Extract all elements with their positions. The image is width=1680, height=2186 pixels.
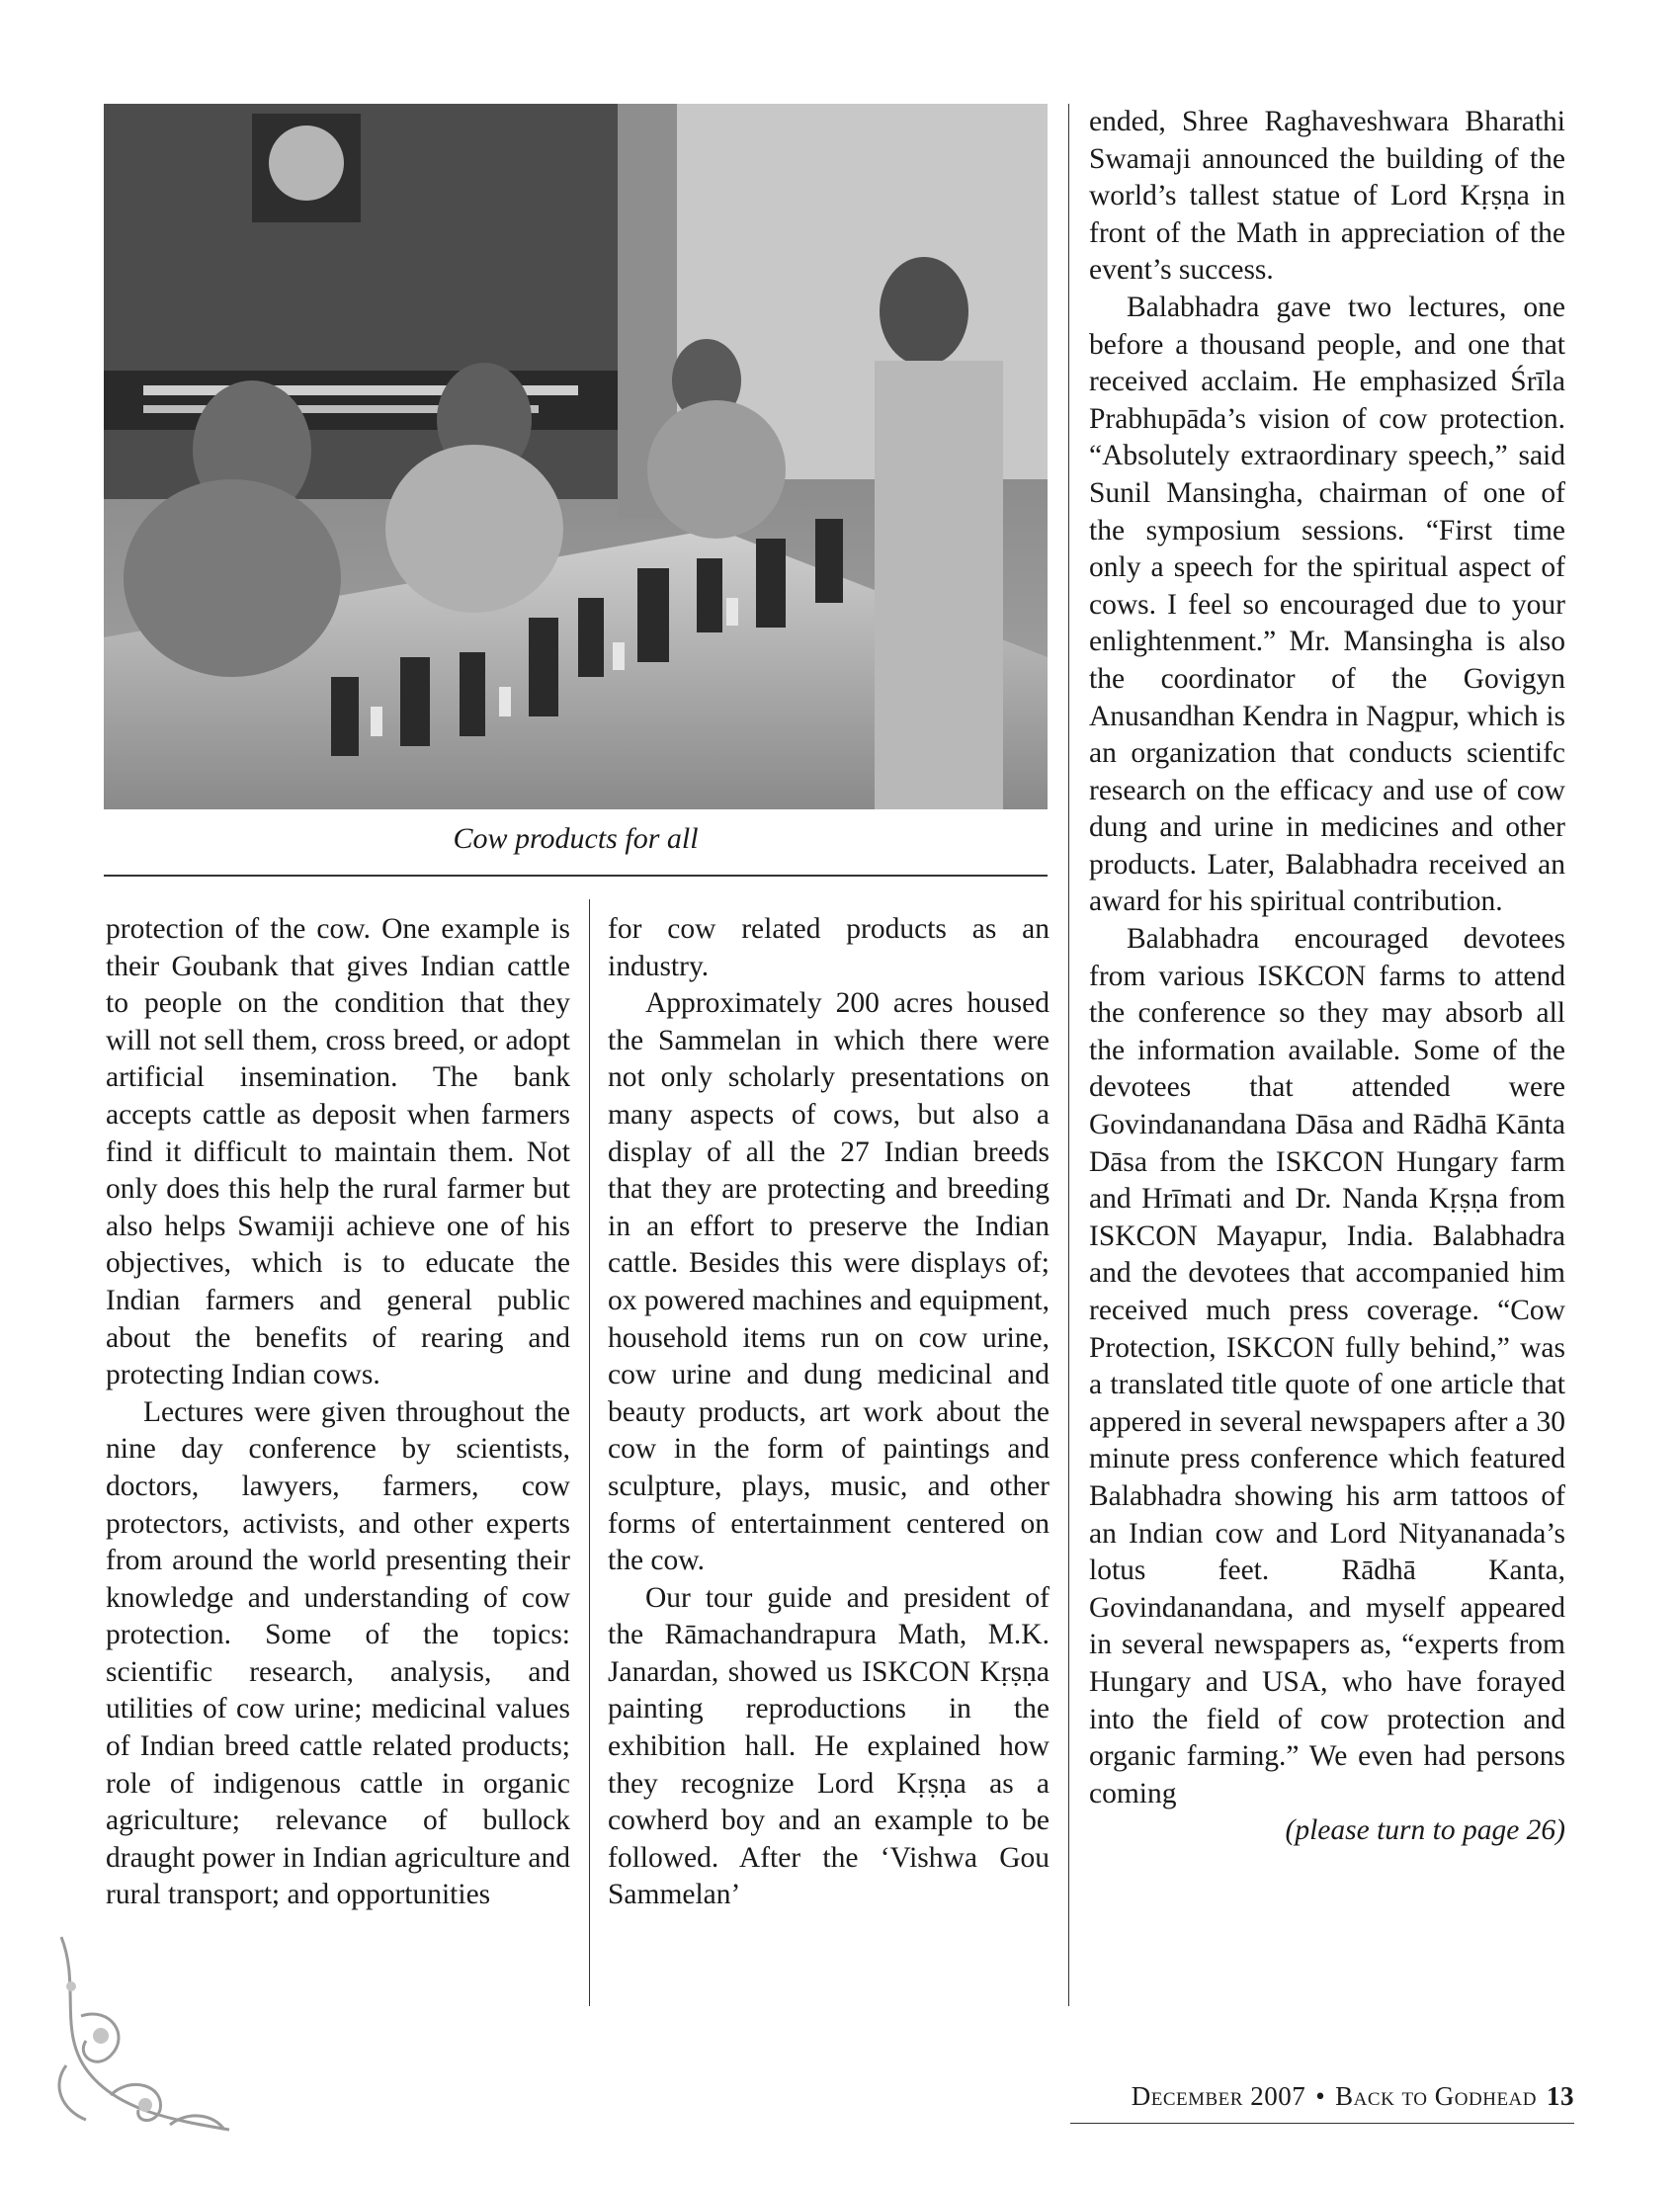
column-divider xyxy=(1068,104,1069,2006)
bullet-icon: • xyxy=(1315,2081,1326,2111)
caption-divider xyxy=(104,875,1048,877)
paragraph: Approximately 200 acres housed the Sammelan in which there were not only scholarly presentations on many aspects of cows, but also a display of all the 27 Indian breeds that they are protecting and breeding in an effort to preserve the Indian cattle. Besides this were displays of; ox powered machines and equipment, household items run on cow urine, cow urine and dung medicinal and beauty products, art work about the cow in the form of paintings and sculpture, plays, music, and other forms of entertainment centered on the cow. xyxy=(608,987,1050,1577)
paragraph: for cow related products as an industry. xyxy=(608,913,1050,982)
column-middle xyxy=(608,911,1050,1914)
column-right xyxy=(1089,104,1565,1850)
page-footer xyxy=(1070,2078,1574,2114)
photo-illustration xyxy=(104,104,1048,809)
article-photo xyxy=(104,104,1048,809)
footer-divider xyxy=(1070,2123,1574,2124)
page-number: 13 xyxy=(1547,2081,1574,2111)
photo-caption: Cow products for all xyxy=(453,822,699,855)
paragraph: Our tour guide and president of the Rāmachandrapura Math, M.K. Janardan, showed us ISKCON Kṛṣṇa painting reproductions in the exhibition hall. He explained how they recognize Lord Kṛṣṇa as a cowherd boy and an example to be followed. After the ‘Vishwa Gou Sammelan’ xyxy=(608,1581,1050,1911)
continued-note: (please turn to page 26) xyxy=(1285,1814,1565,1847)
paragraph: ended, Shree Raghaveshwara Bharathi Swamaji announced the building of the world’s tallest statue of Lord Kṛṣṇa in front of the Math in appreciation of the event’s success. xyxy=(1089,106,1565,287)
column-left xyxy=(106,911,570,1914)
paragraph: protection of the cow. One example is their Goubank that gives Indian cattle to people on the condition that they will not sell them, cross breed, or adopt artificial insemination. The bank accepts cattle as deposit when farmers find it difficult to maintain them. Not only does this help the rural farmer but also helps Swamiji achieve one of his objectives, which is to educate the Indian farmers and general public about the benefits of rearing and protecting Indian cows. xyxy=(106,913,570,1391)
magazine-title: Back to Godhead xyxy=(1335,2081,1537,2111)
paragraph: Balabhadra encouraged devotees from various ISKCON farms to attend the conference so they may absorb all the information available. Some of the devotees that attended were Govindanandana Dāsa and Rādhā Kānta Dāsa from the ISKCON Hungary farm and Hrīmati and Dr. Nanda Kṛṣṇa from ISKCON Mayapur, India. Balabhadra and the devotees that accompanied him received much press coverage. “Cow Protection, ISKCON fully behind,” was a translated title quote of one article that appered in several newspapers after a 30 minute press conference which featured Balabhadra showing his arm tattoos of an Indian cow and Lord Nityananada’s lotus feet. Rādhā Kanta, Govindanandana, and myself appeared in several newspapers as, “experts from Hungary and USA, who have forayed into the field of cow protection and organic farming.” We even had persons coming xyxy=(1089,923,1565,1809)
paragraph: Balabhadra gave two lectures, one before a thousand people, and one that received acclaim. He emphasized Śrīla Prabhupāda’s vision of cow protection. “Absolutely extraordinary speech,” said Sunil Mansingha, chairman of one of the symposium sessions. “First time only a speech for the spiritual aspect of cows. I feel so encouraged due to your enlightenment.” Mr. Mansingha is also the coordinator of the Govigyn Anusandhan Kendra in Nagpur, which is an organization that conducts scientifc research on the efficacy and use of cow dung and urine in medicines and other products. Later, Balabhadra received an award for his spiritual contribution. xyxy=(1089,291,1565,918)
paragraph: Lectures were given throughout the nine day conference by scientists, doctors, lawyers, farmers, cow protectors, activists, and other experts from around the world presenting their knowledge and understanding of cow protection. Some of the topics: scientific research, analysis, and utilities of cow urine; medicinal values of Indian breed cattle related products; role of indigenous cattle in organic agriculture; relevance of bullock draught power in Indian agriculture and rural transport; and opportunities xyxy=(106,1395,570,1911)
issue-date: December 2007 xyxy=(1131,2081,1306,2111)
floral-ornament-icon xyxy=(51,1927,239,2144)
column-divider xyxy=(589,899,590,2006)
